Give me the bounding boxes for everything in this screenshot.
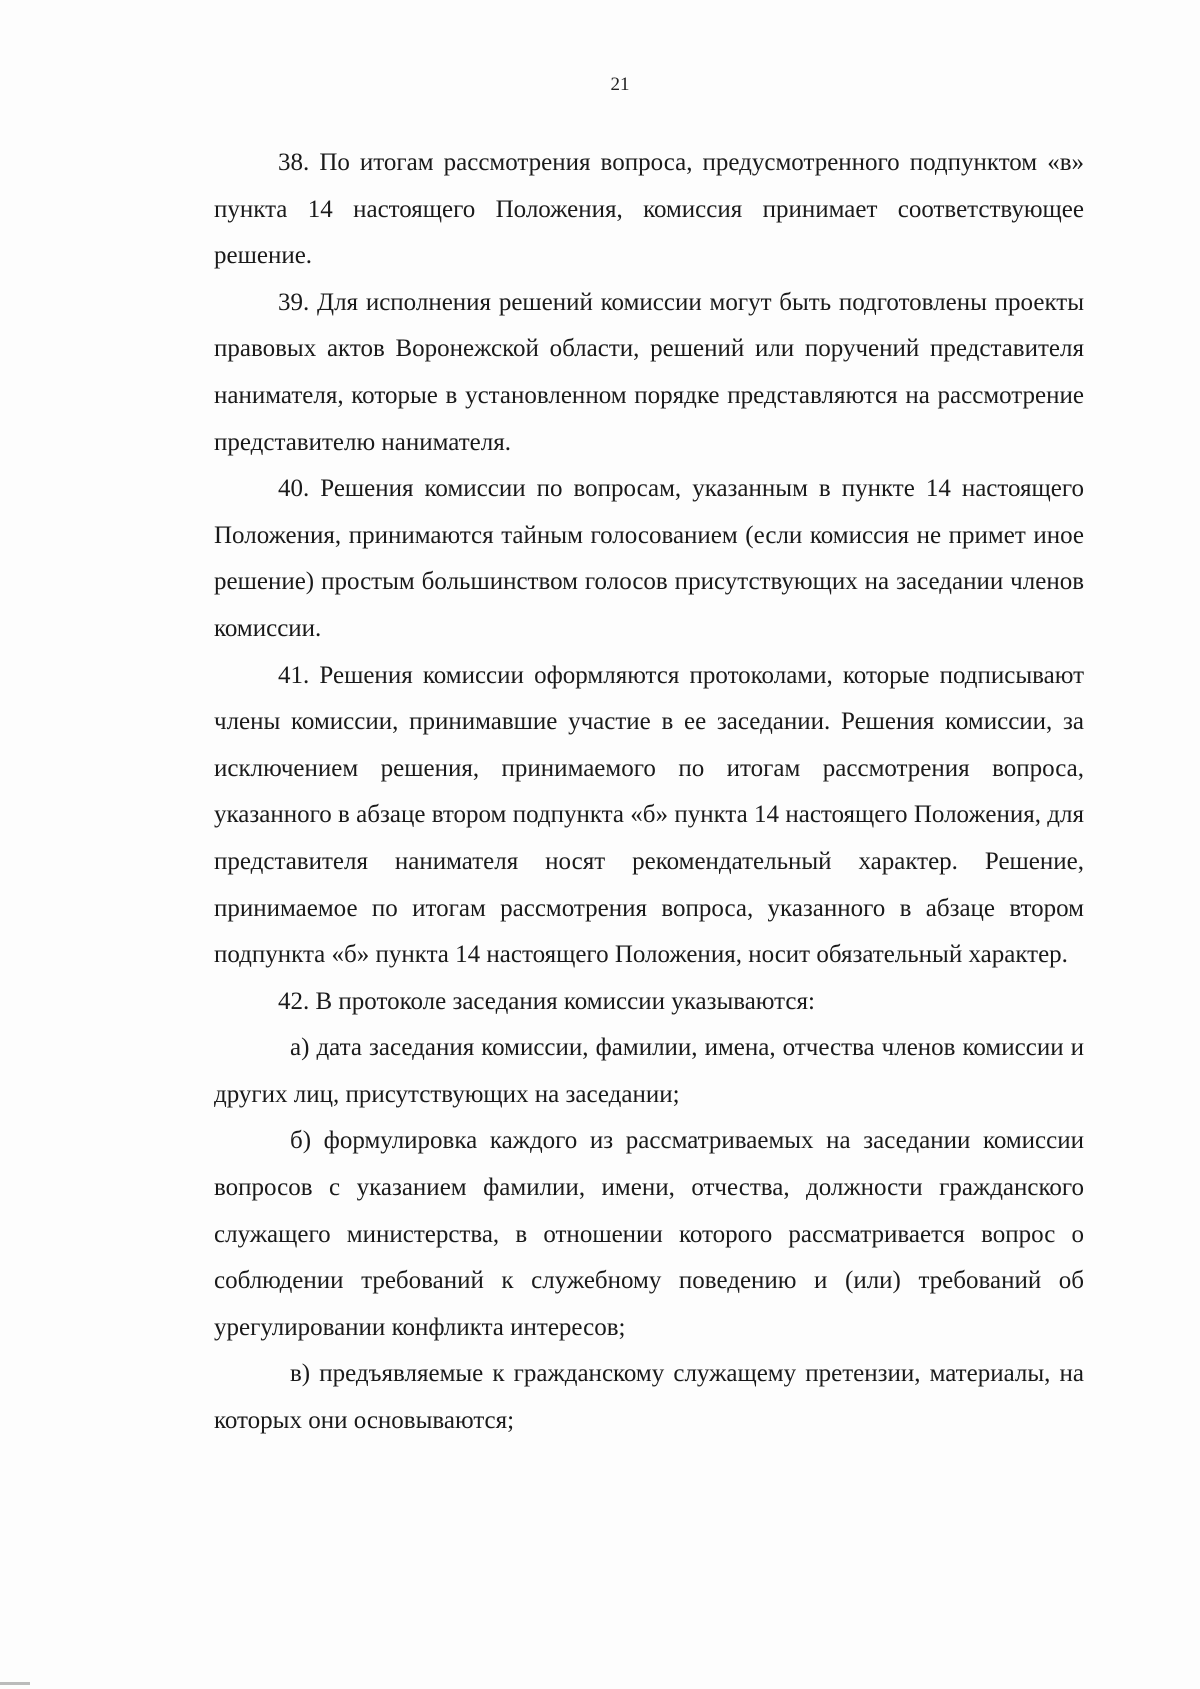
document-body	[214, 140, 1084, 1445]
paragraph-40: 40. Решения комиссии по вопросам, указанным в пункте 14 настоящего Положения, принимаются тайным голосованием (если комиссия не примет иное решение) простым большинством голосов присутствующих на заседании членов комиссии.	[214, 475, 1084, 642]
scan-artifact	[0, 1682, 30, 1685]
subparagraph-b: б) формулировка каждого из рассматриваемых на заседании комиссии вопросов с указанием фамилии, имени, отчества, должности гражданского служащего министерства, в отношении которого рассматривается вопрос о соблюдении требований к служебному поведению и (или) требований об урегулировании конфликта интересов;	[214, 1127, 1084, 1341]
subparagraph-a: а) дата заседания комиссии, фамилии, имена, отчества членов комиссии и других лиц, присутствующих на заседании;	[214, 1034, 1084, 1108]
subparagraph-v: в) предъявляемые к гражданскому служащему претензии, материалы, на которых они основываются;	[214, 1360, 1084, 1435]
paragraph-42: 42. В протоколе заседания комиссии указываются:	[278, 987, 815, 1015]
paragraph-39: 39. Для исполнения решений комиссии могут быть подготовлены проекты правовых актов Воронежской области, решений или поручений представителя нанимателя, которые в установленном порядке представляются на рассмотрение представителю нанимателя.	[214, 288, 1084, 456]
paragraph-38: 38. По итогам рассмотрения вопроса, предусмотренного подпунктом «в» пункта 14 настоящего Положения, комиссия принимает соответствующее решение.	[214, 149, 1084, 270]
page-number: 21	[610, 74, 630, 95]
paragraph-41: 41. Решения комиссии оформляются протоколами, которые подписывают члены комиссии, принимавшие участие в ее заседании. Решения комиссии, за исключением решения, принимаемого по итогам рассмотрения вопроса, указанного в абзаце втором подпункта «б» пункта 14 настоящего Положения, для представителя нанимателя носят рекомендательный характер. Решение, принимаемое по итогам рассмотрения вопроса, указанного в абзаце втором подпункта «б» пункта 14 настоящего Положения, носит обязательный характер.	[214, 661, 1084, 969]
